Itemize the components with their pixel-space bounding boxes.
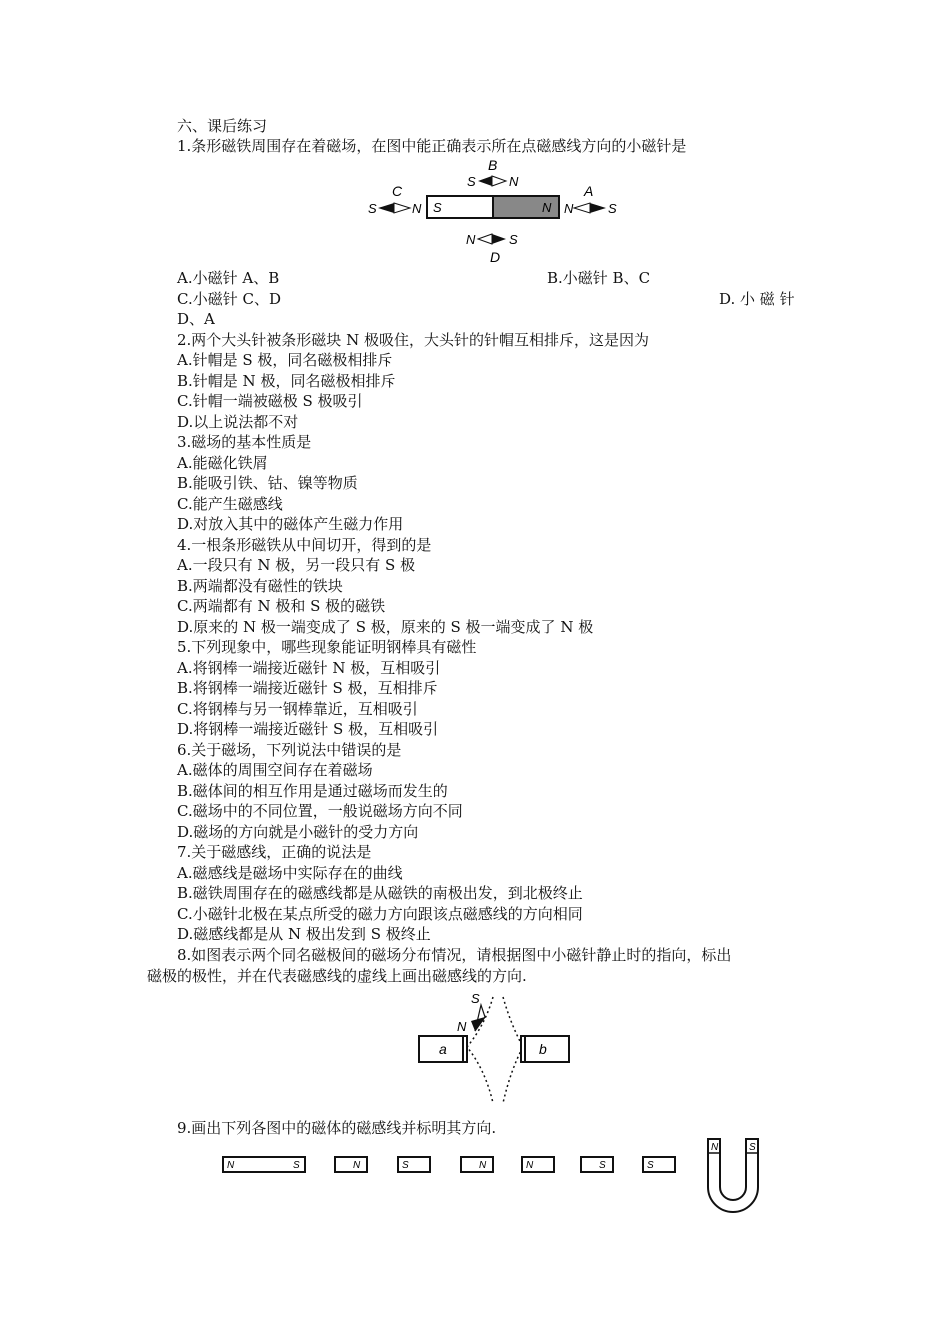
q4-stem: 4.一根条形磁铁从中间切开，得到的是 xyxy=(177,536,432,554)
q4-option-d: D.原来的 N 极一端变成了 S 极，原来的 S 极一端变成了 N 极 xyxy=(177,618,594,636)
q3-option-a: A.能磁化铁屑 xyxy=(177,454,268,472)
section-title: 六、课后练习 xyxy=(177,117,268,135)
q9-bar-s: S xyxy=(293,1160,300,1171)
q9-magnet-4 xyxy=(461,1157,493,1172)
q8-stem-line2: 磁极的极性，并在代表磁感线的虚线上画出磁感线的方向. xyxy=(147,967,527,985)
q1-needle-d-right xyxy=(492,234,506,244)
q3-option-d: D.对放入其中的磁体产生磁力作用 xyxy=(177,515,404,533)
q9-u-s: S xyxy=(749,1142,756,1153)
q9-m3-label: S xyxy=(402,1160,409,1171)
q9-m4-label: N xyxy=(479,1160,487,1171)
q1-needle-c-left xyxy=(378,203,394,213)
q6-option-b: B.磁体间的相互作用是通过磁场而发生的 xyxy=(177,782,448,800)
q1-b-left: S xyxy=(467,174,476,189)
q1-needle-c-right xyxy=(394,203,410,213)
q3-stem: 3.磁场的基本性质是 xyxy=(177,433,312,451)
q6-stem: 6.关于磁场，下列说法中错误的是 xyxy=(177,741,402,759)
q8-stem-line1: 8.如图表示两个同名磁极间的磁场分布情况，请根据图中小磁针静止时的指向，标出 xyxy=(177,946,732,964)
q1-stem: 1.条形磁铁周围存在着磁场，在图中能正确表示所在点磁感线方向的小磁针是 xyxy=(177,137,687,155)
q1-label-b: B xyxy=(488,157,498,173)
q7-option-c: C.小磁针北极在某点所受的磁力方向跟该点磁感线的方向相同 xyxy=(177,905,583,923)
q2-option-c: C.针帽一端被磁极 S 极吸引 xyxy=(177,392,363,410)
q2-option-a: A.针帽是 S 极，同名磁极相排斥 xyxy=(177,351,393,369)
q9-figure xyxy=(215,1135,775,1215)
q1-figure xyxy=(360,152,630,267)
q9-magnet-2 xyxy=(335,1157,367,1172)
q1-magnet-s: S xyxy=(433,200,442,215)
q5-option-a: A.将钢棒一端接近磁针 N 极，互相吸引 xyxy=(177,659,441,677)
q1-needle-a-right xyxy=(590,203,606,213)
q1-a-right: S xyxy=(608,201,617,216)
q7-option-b: B.磁铁周围存在的磁感线都是从磁铁的南极出发，到北极终止 xyxy=(177,884,583,902)
q1-needle-a-left xyxy=(574,203,590,213)
q1-option-b: B.小磁针 B、C xyxy=(547,269,651,287)
q9-m5-label: N xyxy=(526,1160,534,1171)
q8-magnet-a-label: a xyxy=(439,1041,447,1057)
q4-option-b: B.两端都没有磁性的铁块 xyxy=(177,577,343,595)
q8-magnet-b-label: b xyxy=(539,1041,547,1057)
q7-option-d: D.磁感线都是从 N 极出发到 S 极终止 xyxy=(177,925,431,943)
q5-option-b: B.将钢棒一端接近磁针 S 极，互相排斥 xyxy=(177,679,438,697)
q4-option-c: C.两端都有 N 极和 S 极的磁铁 xyxy=(177,597,386,615)
q6-option-c: C.磁场中的不同位置，一般说磁场方向不同 xyxy=(177,802,463,820)
q1-option-a: A.小磁针 A、B xyxy=(177,269,280,287)
q9-m2-label: N xyxy=(353,1160,361,1171)
q1-option-c: C.小磁针 C、D xyxy=(177,290,281,308)
q1-c-left: S xyxy=(368,201,377,216)
q1-needle-b-left xyxy=(478,176,492,186)
q2-stem: 2.两个大头针被条形磁块 N 极吸住，大头针的针帽互相排斥，这是因为 xyxy=(177,331,649,349)
q1-d-left: N xyxy=(466,232,476,247)
q9-bar-n: N xyxy=(227,1160,235,1171)
q9-magnet-6 xyxy=(581,1157,613,1172)
q9-stem: 9.画出下列各图中的磁体的磁感线并标明其方向. xyxy=(177,1119,497,1137)
q5-option-c: C.将钢棒与另一钢棒靠近，互相吸引 xyxy=(177,700,418,718)
q8-needle-n: N xyxy=(457,1019,467,1034)
q1-label-a: A xyxy=(584,183,594,199)
q3-option-c: C.能产生磁感线 xyxy=(177,495,283,513)
q2-option-b: B.针帽是 N 极，同名磁极相排斥 xyxy=(177,372,396,390)
q1-a-left: N xyxy=(564,201,574,216)
q1-label-d: D xyxy=(490,249,501,265)
q5-stem: 5.下列现象中，哪些现象能证明钢棒具有磁性 xyxy=(177,638,477,656)
q6-option-d: D.磁场的方向就是小磁针的受力方向 xyxy=(177,823,419,841)
q9-u-n: N xyxy=(711,1142,719,1153)
q1-b-right: N xyxy=(509,174,519,189)
q8-figure xyxy=(415,985,575,1110)
q1-c-right: N xyxy=(412,201,422,216)
q1-needle-b-right xyxy=(492,176,506,186)
q5-option-d: D.将钢棒一端接近磁针 S 极，互相吸引 xyxy=(177,720,439,738)
q2-option-d: D.以上说法都不对 xyxy=(177,413,299,431)
q7-option-a: A.磁感线是磁场中实际存在的曲线 xyxy=(177,864,403,882)
q6-option-a: A.磁体的周围空间存在着磁场 xyxy=(177,761,373,779)
q1-option-d-part1: D. 小 磁 针 xyxy=(719,290,795,308)
q9-m7-label: S xyxy=(647,1160,654,1171)
q3-option-b: B.能吸引铁、钴、镍等物质 xyxy=(177,474,358,492)
q9-m6-label: S xyxy=(599,1160,606,1171)
q4-option-a: A.一段只有 N 极，另一段只有 S 极 xyxy=(177,556,416,574)
q1-magnet-n: N xyxy=(542,200,552,215)
q1-d-right: S xyxy=(509,232,518,247)
q1-needle-d-left xyxy=(478,234,492,244)
q7-stem: 7.关于磁感线，正确的说法是 xyxy=(177,843,372,861)
q1-label-c: C xyxy=(392,183,403,199)
q1-option-d-part2: D、A xyxy=(177,310,215,328)
q8-needle-s: S xyxy=(471,991,480,1006)
q8-needle-lower xyxy=(471,1017,485,1031)
